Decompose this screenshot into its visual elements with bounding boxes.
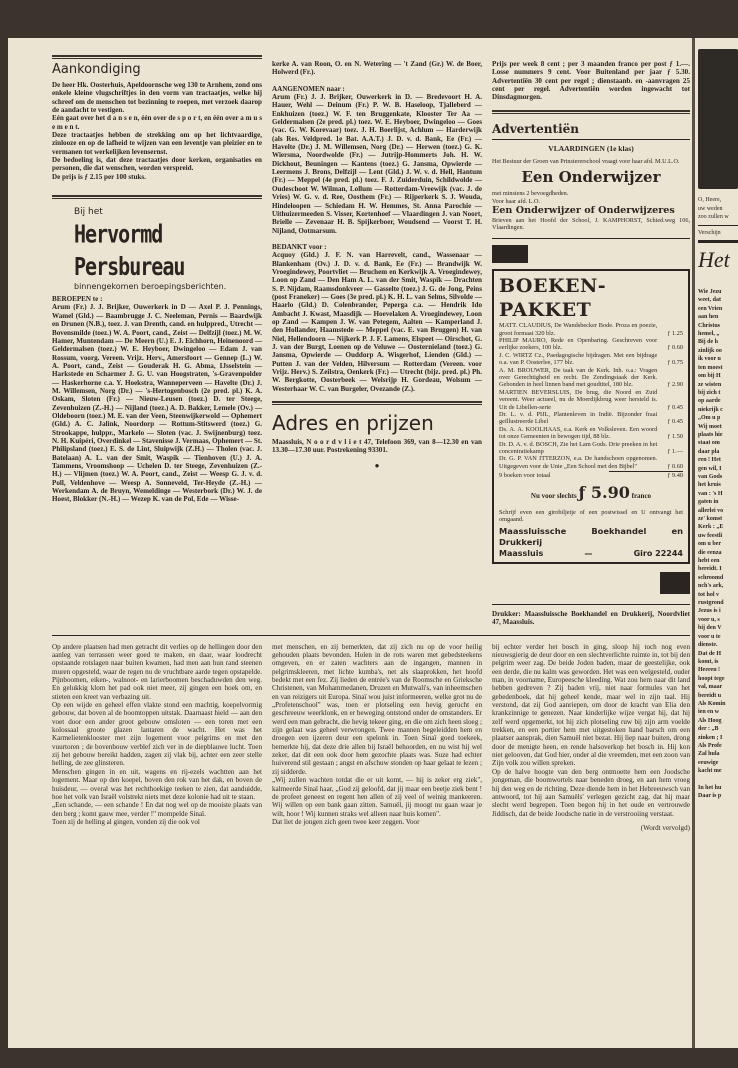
- strip-line: Wie Jezu: [698, 289, 722, 296]
- book-item: [499, 322, 683, 337]
- onderwijzeres-heading: Een Onderwijzer of Onderwijzeres: [492, 204, 675, 216]
- strip-line: Bij de h: [698, 339, 719, 346]
- strip-line: aan hen: [698, 314, 719, 321]
- drukker-text: Drukker: Maassluissche Boekhandel en Drukkerij, Noordvliet 47, Maassluis.: [492, 609, 690, 627]
- story-para: „Een schande, — een schande ! En dat nog wel op de mooiste plaats van den berg ; komt gauw mee, verder !" mompelde Sinaï.: [52, 801, 262, 818]
- strip-line: uw feestli: [698, 532, 723, 539]
- book-price: ƒ 0.45: [667, 403, 683, 411]
- book-price: ƒ 1.—: [667, 448, 683, 455]
- strip-line: bij zich t: [698, 389, 721, 396]
- strip-line: voor u te: [698, 633, 721, 640]
- divider: [272, 401, 482, 405]
- story-para: „Wij zullen wachten totdat die er uit komt, — hij is zeker erg ziek", kalmeerde Sinaï haar, „God zij geloofd, dat jij maar een beetje ziek bent ! de profeet geneest en regent hen allen of zij veel of weinig mankeeren. Wij willen op een bank gaan zitten. Samuël, jij moogt nu gaan waar je wilt, hoor ! Wij kunnen straks wel alleen naar huis komen".: [272, 776, 482, 818]
- strip-line: ten moest: [698, 364, 723, 371]
- story-para: Op andere plaatsen had men getracht dit verlies op de hellingen door den aanleg van terrassen weer goed te maken, en daar, waar loodrecht opstaande rotslagen naar buiten kwamen, had men aan hun rand steenen muren opgesteld, waar de regen nu de vruchtbare aarde tegen opstapelde. Pijnboomen, eiken-, walnoot- en larierboomen beschaduwden den weg. En gelukkig klom het pad ook niet meer, zij gingen een hoek om, en stieten een kreet van verbazing uit.: [52, 642, 262, 701]
- strip-line: „Om u p: [698, 415, 721, 422]
- book-price: ƒ 0.60: [667, 344, 683, 352]
- beroepen-continued: kerke A. van Roon, O. en N. Wetering — 't Zand (Gr.) W. de Boer, Holwerd (Fr.).: [272, 60, 482, 77]
- aangenomen-label: AANGENOMEN naar :: [272, 84, 345, 93]
- strip-line: In het hu: [698, 784, 722, 791]
- book-item: [499, 441, 683, 456]
- strip-line: zinlijk oo: [698, 347, 722, 354]
- adres-title: Adres en prijzen: [272, 411, 434, 436]
- divider: [52, 635, 690, 636]
- strip-line: Als Komin: [698, 700, 726, 707]
- book-title: Dr. D. A. v. d. BOSCH, Zie het Lam Gods. Drie preeken in het concentratiekamp: [499, 440, 658, 455]
- strip-line: bereidt. I: [698, 566, 722, 573]
- strip-line: Als Profe: [698, 742, 722, 749]
- book-title: Dr. L. v. d. PIJL, Plantenleven in Indië. Bijzonder fraai geïllustreerde Libel: [499, 410, 658, 426]
- strip-line: Zal hula: [698, 751, 720, 758]
- brieven-text: Brieven aan het Hoofd der School, J. KAMPHORST, Schied.weg 106, Vlaardingen.: [492, 216, 690, 232]
- adres-text: Maassluis, N o o r d v l i e t 47, Telefoon 369, van 8—12.30 en van 13.30—17.30 uur. Postrekening 93301.: [272, 438, 482, 455]
- book-item: [499, 426, 683, 441]
- strip-line: voor u, s: [698, 616, 720, 623]
- onderwijzer-heading: Een Onderwijzer: [521, 168, 661, 187]
- wordt-vervolgd: (Wordt vervolgd): [640, 823, 690, 832]
- divider: [52, 195, 262, 199]
- bedankt-label: BEDANKT voor :: [272, 242, 327, 251]
- divider: [52, 55, 262, 59]
- book-title: J. C. WIRTZ Cz., Paedagogische bijdragen. Met een bijdrage o.a. van P. Oosterlee, 177 blz.: [499, 351, 658, 367]
- strip-line: staat om: [698, 440, 720, 447]
- strip-line: ze wisten: [698, 381, 722, 388]
- book-title: MATT. CLAUDIUS, De Wandsbecker Bode. Proza en poezie, groot formaat 320 blz.: [499, 322, 658, 337]
- strip-line: daar pla: [698, 448, 720, 455]
- strip-line: eeuwige: [698, 759, 719, 766]
- book-price: ƒ 0.60: [667, 462, 683, 470]
- ad-image: [660, 572, 690, 594]
- strip-line: om u ber: [698, 541, 721, 548]
- story-section: [52, 643, 690, 833]
- book-item: [499, 367, 683, 389]
- offer-price: ƒ 5.90: [578, 482, 630, 502]
- strip-line: allerlei vo: [698, 507, 724, 514]
- voor-text: Voor haar afd. L.O.: [492, 197, 540, 205]
- strip-line: bij den V: [698, 625, 722, 632]
- book-title: Ds. A. A. KOOLHAAS, e.a. Kerk en Volksleven. Een woord tot onze Gemeenten in bewogen tijd, 88 blz.: [499, 425, 658, 441]
- strip-line: hoopt tege: [698, 675, 725, 682]
- dash: —: [584, 548, 593, 558]
- prijs-text: Prijs per week 8 cent ; per 3 maanden franco per post ƒ 1.—. Losse nummers 9 cent. Voor Buitenland per jaar ƒ 5.30. Advertentiën 30 cent per regel ; dienstaanb. en -aanvragen 25 cent per regel. Advertentiën worden ingewacht tot Dinsdagmorgen.: [492, 60, 690, 102]
- strip-line: nch's ark,: [698, 583, 724, 590]
- story-para: Op de halve hoogte van den berg ontmoette hem een Joodsche jongeman, die boomwortels naar beneden droeg, en aan hem vroeg hij den weg en de richting. Deze diende hem in het Hebreeuwsch van antwoord, tot hij aan Samuëls' verlegen gezicht zag, dat hij maar slecht werd begrepen. Toen begon hij in het oude en vertrouwde Jiddisch, dat de beide Joodsche natie in de verstrooiing verstaat.: [492, 767, 690, 818]
- beroepen-list: Arum (Fr.) J. J. Brijker, Ouwerkerk in D — Axel P. J. Pennings, Wamel (Gld.) — Baambrugge J. C. Neeleman, Pernis — Baardwijk en Drunen (N.B.), toez. J. van Drenth, cand. en hulppred., Utrecht — Bovensmilde (toez.) W. A. Poort, cand., Zeist — Delfzijl (toez.) M. W. Hamer, Muntendam — De Meern (U.) E. J. Eichhorn, Heinenoord — Geldermalsen (toez.) W. E. Heyboer, Dwingeloo — Edam J. van Rossum, voorg. Vereen. Vrijz. Herv., Amersfoort — Gennep (L.) W. A. Poort, cand., Zeist — Gouderak H. G. Abma, IJsselstein — Harkstede en Scharmer J. G. U. van Hoogstraten, 's-Gravenpolder — Haskerhorne c.a. Y. Hoekstra, Wanneperveen — Havelte (Dr.) J. M. Willemsen, Norg (Dr.) — 's-Hertogenbosch (2e pred. pl.) K. A. Oskam, Sloten (Fr.) — Nieuw-Leusen (toez.) D. ter Steege, Zevenhuizen (Z.-H.) — Nijland (toez.) A. D. Bakker, Lemele (Ov.) — Oldeboorn (toez.) M. E. van der Veen, Steenwijkerwold — Ophemert (Gld.) A. C. Jalink, Noordorp — Rottum-Stitswerd (toez.) G. Strookappe, hulppr., Markelo — Sloten (vac. J. Swijnenburg) toez. N. H. Kuipéri, Overdinkel — Stavenisse J. Vermaas, Ophemert — St. Philipsland (toez.) E. S. de Lint, Sluipwijk (Z.H.) — Tholen (vac. J. Batelaan) A. L. van der Smit, Waspik — Tienhoven (U.) J. A. Tammens, Vroomshoop — Uchelen D. ter Steege, Zevenhuizen (Z.-H.) — Vlijmen (toez.) W. A. Poort, cand., Zeist — Weesp G. J. v. d. Poll, Veldenhove — Weesp A. Sonneveld, Ter-Heyde (Z.-H.) — Werkendam A. de Bruyn, Wemeldinge — Westerbork (Dr.) W. J. de Hoest, Blokker (N.-H.) — Wezep K. van de Pol, Ede — Wisse-: [52, 303, 262, 504]
- divider: [492, 110, 690, 114]
- book-title: PHILIP MAURO, Rede en Openbaring. Geschreven voor eerlijke zoekers, 100 blz.: [499, 336, 658, 352]
- strip-line: die eenza: [698, 549, 722, 556]
- strip-line: hemel, „: [698, 331, 720, 338]
- ad-image: [492, 245, 528, 263]
- strip-line: zoo zullen w: [698, 214, 729, 221]
- strip-line: schroomd: [698, 574, 724, 581]
- strip-line: uw weden: [698, 205, 723, 212]
- story-column-2: [272, 643, 482, 827]
- strip-line: dienste.: [698, 642, 718, 649]
- newspaper-page: [8, 38, 738, 1048]
- vlaardingen-heading: VLAARDINGEN (1e klas): [548, 143, 634, 153]
- bevoegd-text: met minstens 2 bevoegdheden.: [492, 190, 569, 198]
- adjacent-page-strip: [698, 45, 738, 801]
- story-para: Op een wijde en geheel effen vlakte stond een machtig, koepelvormig gebouw, dat boven al de boomtoppen uitstak. Daarnaast hield — aan den voet door een ander groot gebouw omsloten — een toren met een kolossaal groote glazen lantaren de wacht. Het was het Karmelietenklooster met zijn logement voor pelgrims en met den vuurtoren ; de bovenbouw verblef zich ver in de diepblauwe lucht. Toen zij het gebouw bereikt hadden, zagen zij vlak bij, achter een zeer stelle helling, de zee glinsteren.: [52, 701, 262, 768]
- advertenties-title: Advertentiën: [492, 121, 579, 136]
- book-price: ƒ 0.75: [667, 359, 683, 367]
- strip-line: der : „B: [698, 726, 719, 733]
- persbureau-pre: Bij het: [74, 207, 103, 218]
- book-item: [499, 337, 683, 352]
- book-price: ƒ 2.90: [667, 381, 683, 389]
- strip-line: val, maar: [698, 684, 723, 691]
- decorative-illustration: [698, 49, 738, 189]
- strip-line: rustgrond: [698, 600, 724, 607]
- book-title: Dr. G. P. VAN ITTERZON, e.a. De handschoen opgenomen. Uitgegeven voor de Unie „Een School met den Bijbel": [499, 455, 658, 470]
- aankondiging-para: Eén gaat over het d a n s e n, één over de s p o r t, en één over a m u s e m e n t.: [52, 114, 262, 131]
- schrijf-text: Schrijf even een girobiljetje of een postwissel en U ontvangt het omgaand.: [499, 508, 683, 524]
- strip-line: van Gods: [698, 473, 723, 480]
- strip-line: kacht me: [698, 768, 722, 775]
- book-item: [499, 389, 683, 411]
- book-item: [499, 352, 683, 367]
- strip-line: Christus: [698, 322, 721, 329]
- strip-line: Dat de H: [698, 650, 721, 657]
- strip-line: zinken ; I: [698, 734, 723, 741]
- strip-line: Kerk : „E: [698, 524, 724, 531]
- firm-name: Maassluissche Boekhandel en Drukkerij: [499, 525, 683, 547]
- bullet: ●: [374, 460, 380, 470]
- column-3: [492, 52, 690, 627]
- persbureau-title: Hervormd Persbureau: [74, 218, 185, 282]
- story-para: Toen zij de helling al gingen, vonden zij die ook vol: [52, 817, 200, 826]
- strip-line: plaats hie: [698, 431, 723, 438]
- column-2: [272, 52, 482, 471]
- strip-line: [698, 776, 738, 784]
- strip-line: ze' komst: [698, 516, 723, 522]
- bestuur-text: Het Bestuur der Groen van Prinstererschool vraagt voor haar afd. M.U.L.O.: [492, 157, 680, 165]
- verschijnt-text: Verschijn: [698, 229, 721, 236]
- strip-line: gaten in: [698, 499, 719, 506]
- strip-line: het kruis: [698, 482, 721, 489]
- franco-label: franco: [631, 491, 652, 500]
- story-column-3: [492, 643, 690, 833]
- top-section: [52, 52, 690, 627]
- strip-line: Als Hoog: [698, 717, 722, 724]
- strip-line: niekrijk c: [698, 406, 723, 413]
- story-para: Menschen gingen in en uit, wagens en rij-ezels wachtten aan het logement. Maar op den koepel, boven den rok van het dak, en boven de huisdeur, — overal was het rechthoekige teeken te zien, dat aanduidde, hoe het volk van Israël volstrekt niets met deze kolonie had uit te staan.: [52, 767, 262, 801]
- column-1: [52, 52, 262, 504]
- aangenomen-list: Arum (Fr.) J. J. Brijker, Ouwerkerk in D. — Bredevoort H. A. Hauer, Wehl — Deinum (Fr.) P. W. B. Haseloop, Tjalleberd — Enkhuizen (toez.) W. F. ten Bruggenkate, Klooster Ter Aa — Geldermalsen (2e pred. pl.) toez. W. E. Heyboer, Dwingeloo — Goes (vac. G. W. Korevaar) toez. J. H. Boerlijst, Achlum — Harderwijk (als Res. Veldpred. 1e Bat. A.A.T.) J. D. v. d. Bank, Ee (Fr.) — Havelte (Dr.) J. M. Willemsen, Norg (Dr.) — Herwen (toez.) G. K. Wiersma, Noordwolde (Fr.) — Jutrijp-Hommerts Joh. H. W. Dickhout, Beuningen — Kantens (toez.) G. Jansma, Opwierde — Leermens J. Brons, Delfzijl — Lent (Gld.) J. W. v. d. Hell, Hantum (Fr.) — Meppel (4e pred. pl.) toez. F. J. Zuiderduin, Schildwolde — Oudeschoot W. Wilman, Lollum — Rotterdam-Vreewijk (vac. J. de Vries) W. G. v. d. Ree, Oosthem (Fr.) — Rijperkerk S. J. Wouda, Hindeloopen — Schiedam H. W. Hemmes, St. Anna Parochie — Uithuizermeeden S. Visser, Kortenhoef — Vlaardingen J. van Noort, Brielle — Zevenaar H. B. Spijkerboer, Woudsend — Voorst T. H. Nijland, Ootmarsum.: [272, 93, 482, 235]
- strip-line: ien en w: [698, 709, 719, 716]
- page-fold: [692, 38, 695, 1048]
- book-price: ƒ 1.25: [667, 329, 683, 337]
- strip-line: Heeren !: [698, 667, 721, 674]
- strip-line: van : 's H: [698, 490, 723, 497]
- aankondiging-para: De bedoeling is, dat deze tractaatjes door kerken, organisaties en personen, die dat wenschen, worden verspreid.: [52, 156, 262, 173]
- strip-line: hebt een: [698, 558, 720, 565]
- bedankt-list: Acquoy (Gld.) J. F. N. van Harrevelt, cand., Wassenaar — Blankenham (Ov.) J. D. v. d. Bank, Ee (Fr.) — Brandwijk W. Vroegindewey, Poortvliet — Bruchem en Kerkwijk A. Vroegindewey, Loon op Zand — Den Ham A. L. van der Smit, Waspik — Drachten S. P. Nijdam, Raamsdonkveer — Gasselte (toez.) J. G. de Jong, Peins (post Franeker) — Goes (3e pred. pl.) K. H. L. van Selms, Silvolde — Haarlo (Gld.) D. Colenbrander, Peperga c.a. — Hendrik Ido Ambacht J. Kwast, Maasdijk — Hoevelaken A. Vroegindewey, Loon op Zand — Kampen J. W. van Petegem, Aalten — Kamperland J. den Hollander, Haamstede — Meppel (vac. E. van Bruggen) H. van Niel, Hellendoorn — Nijkerk P. J. F. Lamens, Elspeet — Oirschot, G. J. van der Burgt, Loenen op de Veluwe — Oosternieland (toez.) G. Jansma, Opwierde — Ouddorp A. Wisgerhof, Lienden (Gld.) — Putten J. van der Velden, Hilversum — Rotterdam (Vereen. voor Vrijz. Herv.) S. Zeilstra, Oenkerk (Fr.) — Utrecht (bijz. pred. pl.) Ph. W. Bergkotte, Oosterbeek — Welsrijp H. Gordeau, Wolsum — Westerhaar W. C. van Burgeler, Ovezande (Z.).: [272, 251, 482, 393]
- het-heading: Het: [698, 247, 730, 273]
- strip-line: op aarde: [698, 398, 721, 405]
- book-title: MARTIEN BEVERSLUIS, De brug, die Noord en Zuid vereent. Weer actueel, nu de Moerdijkbrug weer hersteld is. Uit de Libellen-serie: [499, 388, 658, 411]
- strip-line: O, Heere,: [698, 197, 722, 204]
- story-para: bij echter verder het bosch in ging, sloop hij toch nog even nieuwsgierig de deur door en een slechtverlichte ruimte in, tot bij den pelgrim weer zag. De beide Joden baden, maar de geestelijke, ook een derde, die nu kalm was geworden. Het was een welgesteld, ouder man, in voorname, Europeesche kleeding. Wat zou hem naar dit land hebben gedreven ? Zij baden vrij, niet naar formules van het gebedenboek, dat hij geheel kende, maar wel in zijn taal. Hij verstond, dat zij God aanriepen, om door de kracht van Elia den krankzinnige te genezen. Naar kinderlijke wijze vergat hij, dat hij zelf werd opgemerkt, tot hij zich plotseling ruw bij zijn arm voelde trekken, en een portier hem met uitgestoken hand barsch om een plaatser aansprak, dien Samuël niet bezat. Hij liep naar buiten, drong door de menigte heen, en rende halsoverkop het bosch in. Hij kon niet gelooven, dat God hier, onder al die vreemden, met een zoon van Zijn volk zou willen spreken.: [492, 642, 690, 768]
- strip-line: ren ! Het: [698, 457, 721, 464]
- book-title: A. M. BROUWER, De taak van de Kerk. Inh. o.a.: Vragen over Gerechtigheid en recht. De Zendingstaak der Kerk. Gebonden in heel linnen band met goudtitel, 180 blz.: [499, 366, 658, 389]
- aankondiging-title: Aankondiging: [52, 62, 141, 77]
- book-price: ƒ 0.45: [667, 418, 683, 426]
- strip-line: weet, dat: [698, 297, 721, 304]
- story-para: Dat liet de jongen zich geen twee keer zeggen. Voor: [272, 817, 420, 826]
- beroepen-label: BEROEPEN te :: [52, 295, 103, 304]
- story-column-1: [52, 643, 262, 827]
- strip-line: een Vrien: [698, 305, 723, 312]
- strip-line: komt, is: [698, 658, 719, 665]
- aankondiging-para: Deze tractaatjes hebben de strekking om op het lichtvaardige, zinlooze en op de lafheid te wijzen van een leventje van pleizier en te vermanen tot werkelijken levensernst.: [52, 131, 262, 156]
- persbureau-sub: binnengekomen beroepingsberichten.: [74, 282, 227, 292]
- firm-place: Maassluis: [499, 548, 544, 558]
- book-price: ƒ 1.50: [667, 433, 683, 441]
- aankondiging-para: De heer Hk. Oosterhuis, Apeldoornsche weg 130 te Arnhem, zond ons enkele kleine vlugschriftjes in den vorm van tractaatjes, welke hij schreef om de menschen tot bezinning te roepen, met verzoek daarop de aandacht te vestigen.: [52, 81, 262, 115]
- book-item: [499, 455, 683, 470]
- book-item: [499, 411, 683, 426]
- aankondiging-para: De prijs is ƒ 2.15 per 100 stuks.: [52, 172, 146, 181]
- strip-line: Daar is p: [698, 793, 722, 800]
- story-para: met menschen, en zij bemerkten, dat zij zich nu op de voor heilig gehouden plaats bevonden. Holen in de rots waren met gebedsteekens omgeven, en er zaten wachters aan de ingangen, mannen in pelgrimskleeren, met lichte kumba's, net als slaaprokken, het hoofd bedekt met een fez. Zij lieden de entrée's van de Roomsche en Grieksche Christenen, van Mohammedanen, Druzen en Mutwali's, van inheemschen en van reizigers uit Europa. Sinaï wou juist informeeren, welke grot nu de „Profetenschool" was, toen er plotseling een hevig gerucht en geschreeuw weerklonk, en er beweging ontstond onder de omstanders. Er werd een man gebracht, die hevig tekeer ging, en die om zich heen sloeg ; zijn gelaat was geheel verwrongen. Twee mannen begeleidden hem en droegen een ijzeren deur een spelonk in. Toen Sinaï goed toekeek, bemerkte hij, dat deze drie allen bij Israël behoorden, en nu wist hij wel zeker, dat dit een ook door hem gezochte plaats was. Suze had echter huiverend stil gestaan ; angst en afschuw stonden op haar gelaat te lezen ; zij sidderde.: [272, 642, 482, 776]
- strip-line: gen wil, I: [698, 465, 722, 472]
- strip-line: ik voor u: [698, 356, 721, 363]
- boeken-pakket-ad: [492, 269, 690, 564]
- nu-label: Nu voor slechts: [530, 491, 577, 500]
- strip-line: Wij moet: [698, 423, 722, 430]
- total-price: ƒ 9.40: [667, 472, 683, 480]
- total-label: 9 boeken voor totaal: [499, 472, 551, 480]
- giro-number: Giro 22244: [633, 548, 683, 558]
- strip-line: tot hol v: [698, 591, 719, 598]
- boeken-title: BOEKEN-PAKKET: [499, 275, 607, 322]
- strip-line: Jezus is i: [698, 608, 721, 615]
- strip-line: bereidt u: [698, 692, 722, 699]
- strip-line: om bij H: [698, 373, 721, 380]
